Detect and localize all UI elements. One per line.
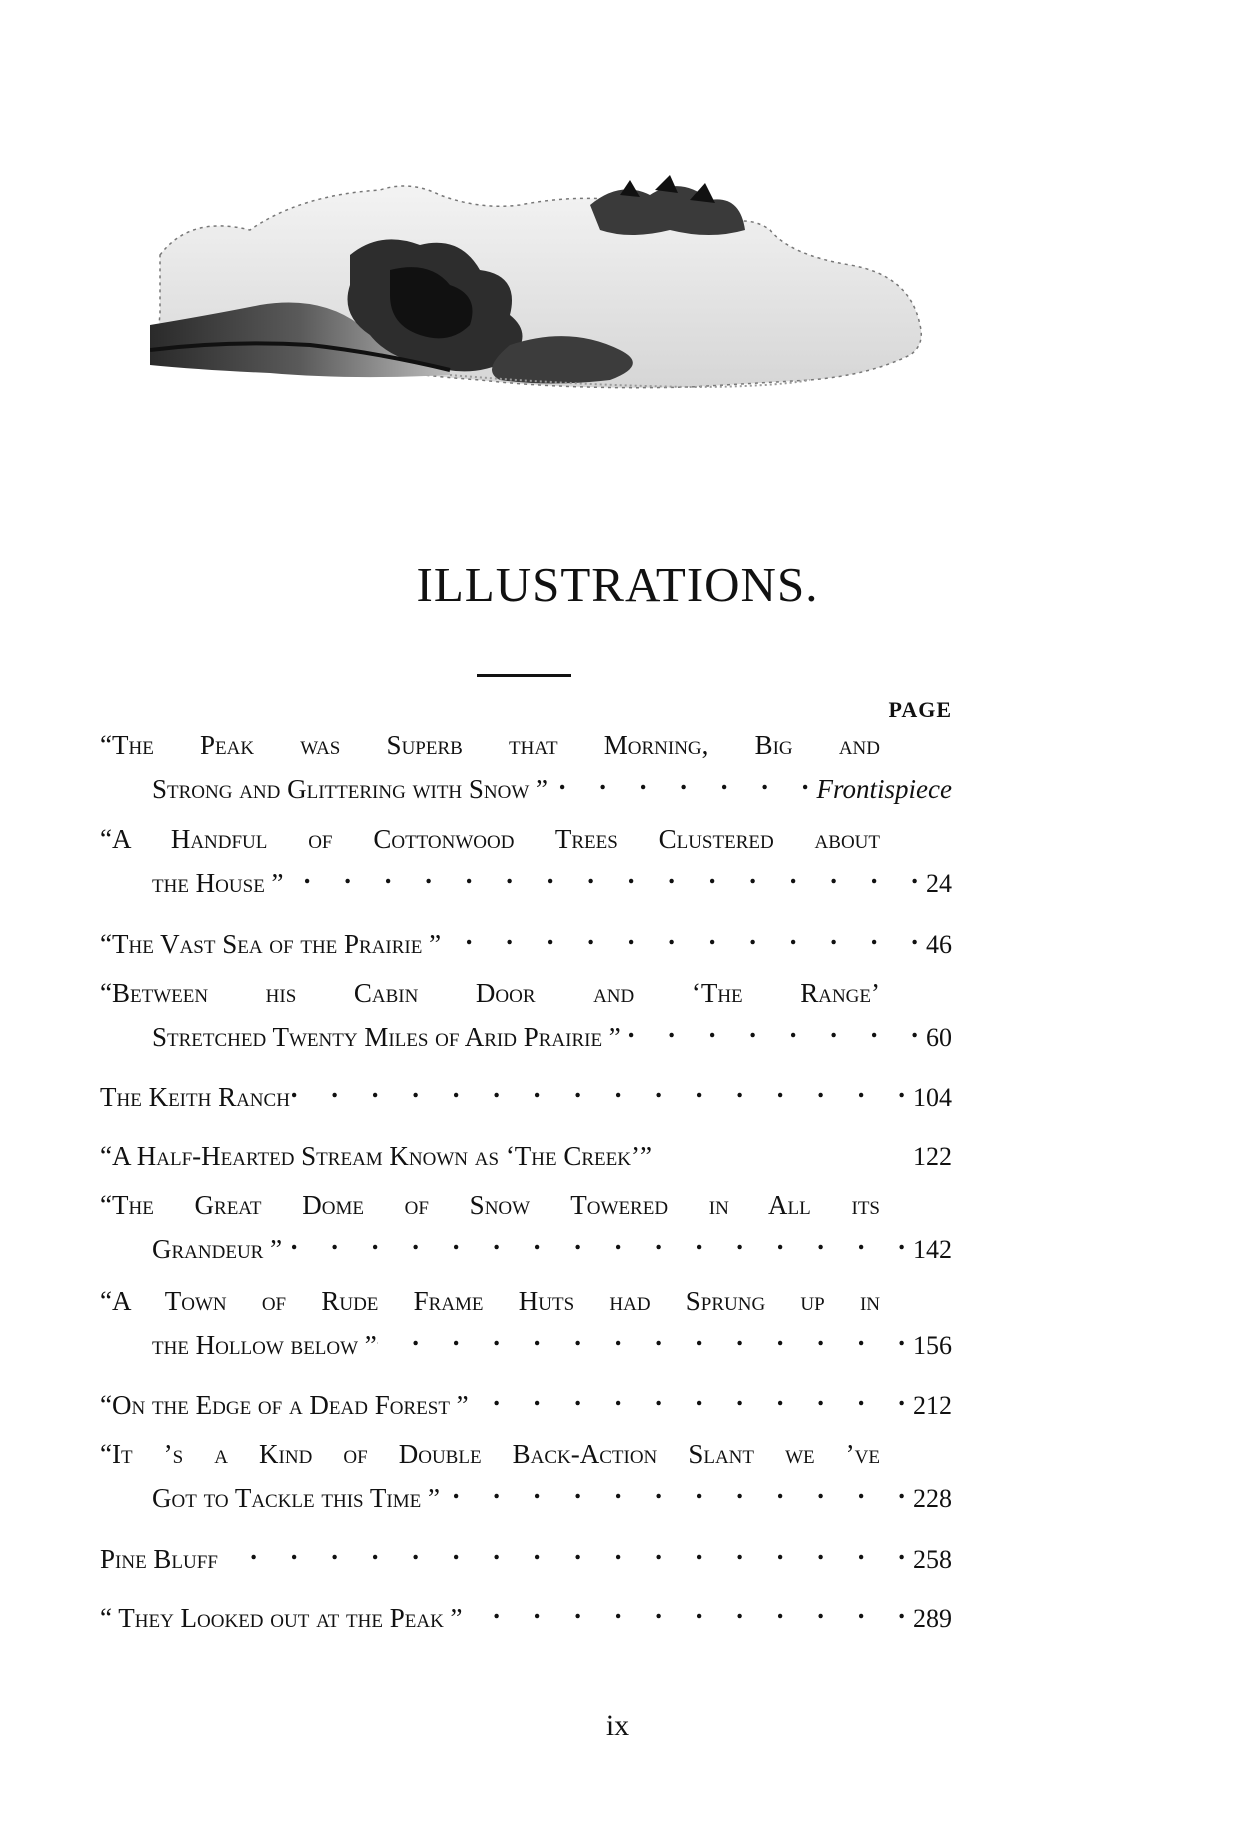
list-item — [100, 1130, 952, 1174]
entry-caption-line2: the House ” — [152, 868, 284, 898]
entry-caption-line1: “Between his Cabin Door and ‘The Range’ — [100, 978, 880, 1008]
dot-leader — [218, 1533, 913, 1568]
entry-caption-line2: Grandeur ” — [152, 1234, 283, 1264]
list-item — [100, 1379, 952, 1423]
entry-caption-line2: Strong and Glittering with Snow ” — [152, 774, 549, 804]
entry-caption-line1: “The Peak was Superb that Morning, Big and — [100, 730, 880, 760]
dot-leader — [463, 1592, 913, 1627]
landscape-vignette-illustration — [150, 175, 930, 440]
dot-leader — [469, 1379, 913, 1414]
entry-page: 46 — [926, 930, 952, 959]
entry-caption-line2: the Hollow below ” — [152, 1330, 377, 1360]
dot-leader — [377, 1319, 913, 1354]
dot-leader — [440, 1472, 913, 1507]
entry-caption: “On the Edge of a Dead Forest ” — [100, 1390, 469, 1420]
dot-leader — [441, 918, 926, 953]
entry-caption-line1: “It ’s a Kind of Double Back-Action Slant we ’ve — [100, 1439, 880, 1469]
list-item — [100, 1437, 952, 1516]
entry-caption: “ They Looked out at the Peak ” — [100, 1603, 463, 1633]
page-title: ILLUSTRATIONS. — [416, 557, 819, 612]
list-item — [100, 976, 952, 1055]
entry-caption-line2: Stretched Twenty Miles of Arid Prairie ” — [152, 1022, 621, 1052]
page-column-header: PAGE — [888, 697, 952, 722]
entry-caption-line1: “A Handful of Cottonwood Trees Clustered about — [100, 824, 880, 854]
entry-caption: “The Vast Sea of the Prairie ” — [100, 929, 442, 959]
list-item — [100, 1533, 952, 1577]
entry-caption-line2: Got to Tackle this Time ” — [152, 1483, 440, 1513]
list-item — [100, 1592, 952, 1636]
entry-caption: “A Half-Hearted Stream Known as ‘The Creek’” — [100, 1141, 652, 1171]
dot-leader — [548, 763, 817, 798]
dot-leader — [290, 1071, 913, 1106]
entry-page: 122 — [913, 1142, 952, 1171]
list-item — [100, 918, 952, 962]
entry-caption-line1: “The Great Dome of Snow Towered in All its — [100, 1190, 880, 1220]
entry-page: 289 — [913, 1604, 952, 1633]
entry-caption-line1: “A Town of Rude Frame Huts had Sprung up in — [100, 1286, 880, 1316]
entry-page: 258 — [913, 1545, 952, 1574]
dot-leader — [284, 857, 926, 892]
list-item — [100, 822, 952, 901]
entry-caption: Pine Bluff — [100, 1544, 218, 1574]
title-rule — [477, 674, 571, 677]
entry-page: 212 — [913, 1391, 952, 1420]
entry-page: Frontispiece — [816, 774, 952, 804]
entry-page: 104 — [913, 1083, 952, 1112]
list-item — [100, 1071, 952, 1115]
list-item — [100, 1188, 952, 1267]
entry-page: 156 — [913, 1331, 952, 1360]
entry-caption: The Keith Ranch — [100, 1082, 290, 1112]
list-item — [100, 1284, 952, 1363]
page-number: ix — [605, 1709, 630, 1742]
dot-leader — [282, 1223, 913, 1258]
entry-page: 60 — [926, 1023, 952, 1052]
entry-page: 228 — [913, 1484, 952, 1513]
dot-leader — [621, 1011, 926, 1046]
list-item — [100, 728, 952, 807]
entry-page: 142 — [913, 1235, 952, 1264]
entry-page: 24 — [926, 869, 952, 898]
